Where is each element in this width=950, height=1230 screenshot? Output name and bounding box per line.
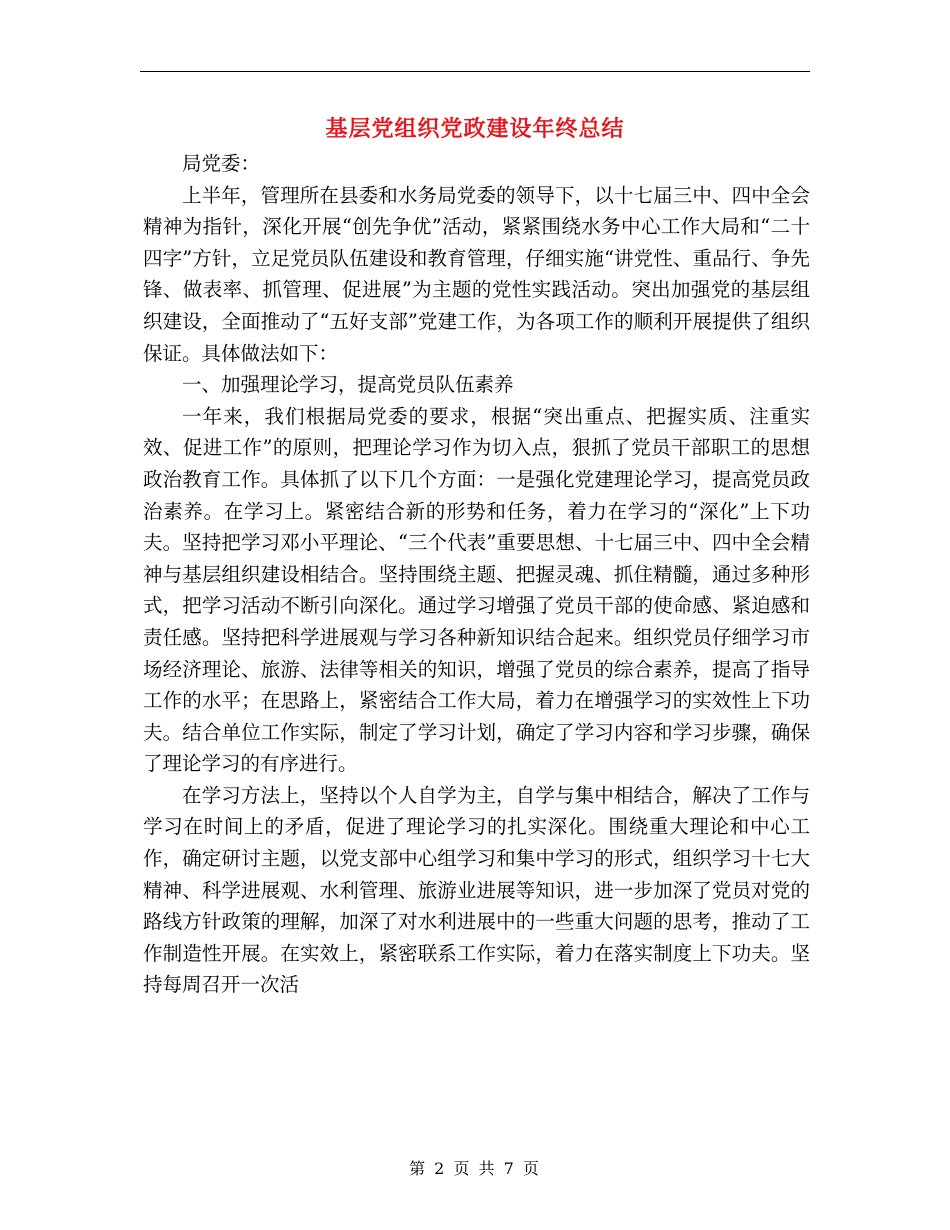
section-heading: 一、加强理论学习，提高党员队伍素养	[182, 373, 514, 397]
document-body	[143, 148, 810, 1001]
document-title: 基层党组织党政建设年终总结	[325, 116, 625, 142]
paragraph-body: 一年来，我们根据局党委的要求，根据“突出重点、把握实质、注重实效、促进工作”的原则，把理论学习作为切入点，狠抓了党员干部职工的思想政治教育工作。具体抓了以下几个方面：一是强化党建理论学习，提高党员政治素养。在学习上。紧密结合新的形势和任务，着力在学习的“深化”上下功夫。坚持把学习邓小平理论、“三个代表”重要思想、十七届三中、四中全会精神与基层组织建设相结合。坚持围绕主题、把握灵魂、抓住精髓，通过多种形式，把学习活动不断引向深化。通过学习增强了党员干部的使命感、紧迫感和责任感。坚持把科学进展观与学习各种新知识结合起来。组织党员仔细学习市场经济理论、旅游、法律等相关的知识，增强了党员的综合素养，提高了指导工作的水平；在思路上，紧密结合工作大局，着力在增强学习的实效性上下功夫。结合单位工作实际，制定了学习计划，确定了学习内容和学习步骤，确保了理论学习的有序进行。	[143, 404, 810, 776]
page-number: 第 2 页 共 7 页	[409, 1159, 541, 1178]
salutation: 局党委：	[182, 152, 261, 175]
paragraph-body: 在学习方法上，坚持以个人自学为主，自学与集中相结合，解决了工作与学习在时间上的矛盾，促进了理论学习的扎实深化。围绕重大理论和中心工作，确定研讨主题，以党支部中心组学习和集中学习的形式，组织学习十七大精神、科学进展观、水利管理、旅游业进展等知识，进一步加深了党员对党的路线方针政策的理解，加深了对水利进展中的一些重大问题的思考，推动了工作制造性开展。在实效上，紧密联系工作实际，着力在落实制度上下功夫。坚持每周召开一次活	[143, 783, 810, 997]
paragraph-intro: 上半年，管理所在县委和水务局党委的领导下，以十七届三中、四中全会精神为指针，深化开展“创先争优”活动，紧紧围绕水务中心工作大局和“二十四字”方针，立足党员队伍建设和教育管理，仔细实施“讲党性、重品行、争先锋、做表率、抓管理、促进展”为主题的党性实践活动。突出加强党的基层组织建设，全面推动了“五好支部”党建工作，为各项工作的顺利开展提供了组织保证。具体做法如下：	[143, 183, 810, 365]
header-rule	[140, 71, 810, 72]
